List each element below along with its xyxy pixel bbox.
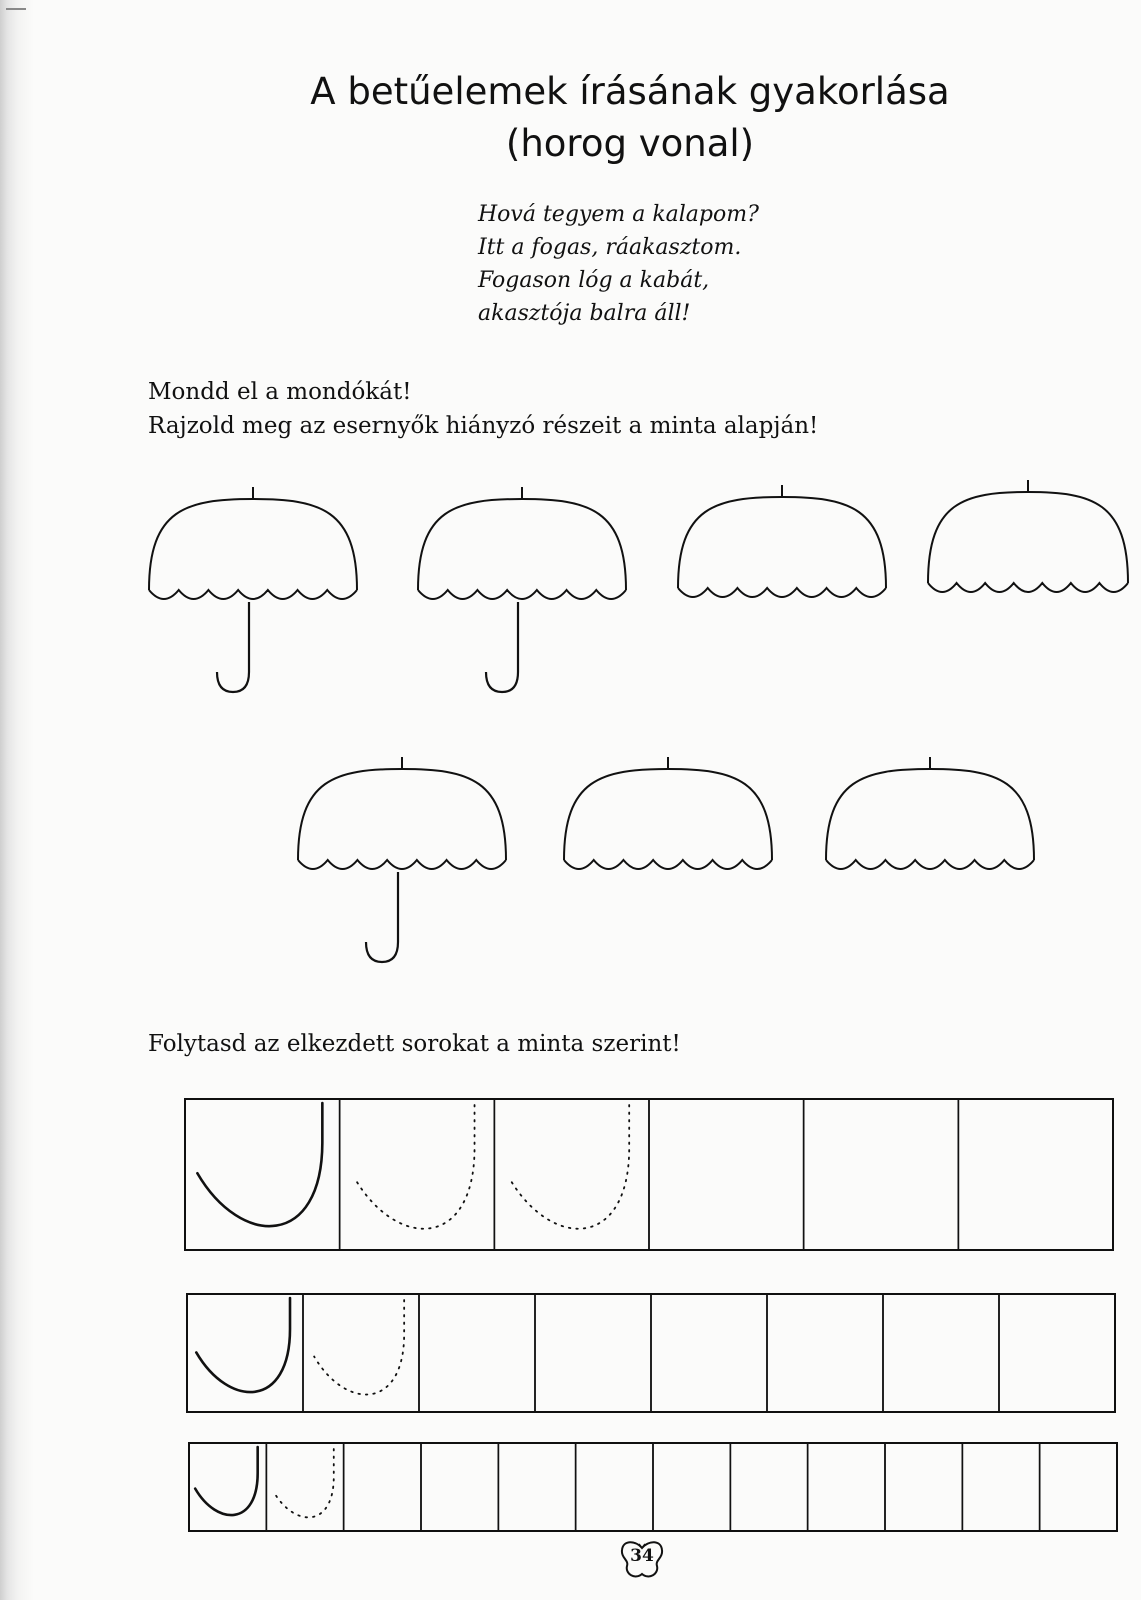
practice-cell[interactable] <box>494 1099 649 1250</box>
practice-cell[interactable] <box>344 1443 421 1531</box>
umbrella <box>826 757 1034 869</box>
practice-cell[interactable] <box>958 1099 1113 1250</box>
umbrella <box>149 487 357 692</box>
umbrella-scallop-edge <box>149 590 357 599</box>
dotted-hook-stroke <box>274 1449 334 1517</box>
umbrella-scallop-edge <box>928 583 1128 592</box>
umbrella-canopy <box>678 497 886 588</box>
umbrella <box>418 487 626 692</box>
practice-row <box>185 1099 1113 1250</box>
practice-cell[interactable] <box>187 1294 303 1412</box>
practice-cell[interactable] <box>419 1294 535 1412</box>
practice-cell[interactable] <box>340 1099 495 1250</box>
umbrella-handle <box>217 602 249 692</box>
page-number: 34 <box>630 1546 654 1566</box>
practice-cell[interactable] <box>1040 1443 1117 1531</box>
poem-line: Hová tegyem a kalapom? <box>478 202 759 227</box>
umbrella <box>928 480 1128 592</box>
practice-cell[interactable] <box>962 1443 1039 1531</box>
umbrella-canopy <box>826 769 1034 860</box>
dotted-hook-stroke <box>509 1105 629 1229</box>
instruction-line: Rajzold meg az esernyők hiányzó részeit a minta alapján! <box>148 413 819 439</box>
practice-cell[interactable] <box>498 1443 575 1531</box>
umbrella-canopy <box>149 499 357 590</box>
umbrella-scallop-edge <box>418 590 626 599</box>
umbrella-handle <box>366 872 398 962</box>
practice-row <box>189 1443 1117 1531</box>
practice-cell[interactable] <box>999 1294 1115 1412</box>
umbrella-scallop-edge <box>298 860 506 869</box>
poem-line: Fogason lóg a kabát, <box>478 268 710 293</box>
title-line-1: A betűelemek írásának gyakorlása <box>310 70 950 113</box>
practice-cell[interactable] <box>653 1443 730 1531</box>
umbrella-canopy <box>418 499 626 590</box>
practice-cell[interactable] <box>730 1443 807 1531</box>
poem-line: akasztója balra áll! <box>478 301 691 326</box>
practice-cell[interactable] <box>303 1294 419 1412</box>
umbrella <box>678 485 886 597</box>
practice-cell[interactable] <box>185 1099 340 1250</box>
practice-cell[interactable] <box>576 1443 653 1531</box>
instruction-line: Mondd el a mondókát! <box>148 379 412 405</box>
sample-hook-stroke <box>195 1447 257 1515</box>
practice-cell[interactable] <box>421 1443 498 1531</box>
practice-cell[interactable] <box>189 1443 266 1531</box>
practice-cell[interactable] <box>885 1443 962 1531</box>
practice-cell[interactable] <box>767 1294 883 1412</box>
umbrella-canopy <box>928 492 1128 583</box>
practice-cell[interactable] <box>804 1099 959 1250</box>
sample-hook-stroke <box>197 1103 322 1226</box>
poem-line: Itt a fogas, ráakasztom. <box>478 235 742 260</box>
practice-cell[interactable] <box>883 1294 999 1412</box>
umbrella-canopy <box>564 769 772 860</box>
umbrella-canopy <box>298 769 506 860</box>
umbrella <box>564 757 772 869</box>
dotted-hook-stroke <box>314 1300 404 1395</box>
practice-row <box>187 1294 1115 1412</box>
sample-hook-stroke <box>196 1298 290 1392</box>
practice-cell[interactable] <box>651 1294 767 1412</box>
practice-cell[interactable] <box>649 1099 804 1250</box>
umbrella <box>298 757 506 962</box>
umbrella-scallop-edge <box>826 860 1034 869</box>
practice-cell[interactable] <box>535 1294 651 1412</box>
practice-cell[interactable] <box>808 1443 885 1531</box>
umbrella-scallop-edge <box>564 860 772 869</box>
umbrella-scallop-edge <box>678 588 886 597</box>
instruction-rows: Folytasd az elkezdett sorokat a minta szerint! <box>148 1031 681 1057</box>
dotted-hook-stroke <box>355 1105 475 1229</box>
umbrella-handle <box>486 602 518 692</box>
title-line-2: (horog vonal) <box>505 122 755 165</box>
page-number-badge <box>617 1538 667 1582</box>
